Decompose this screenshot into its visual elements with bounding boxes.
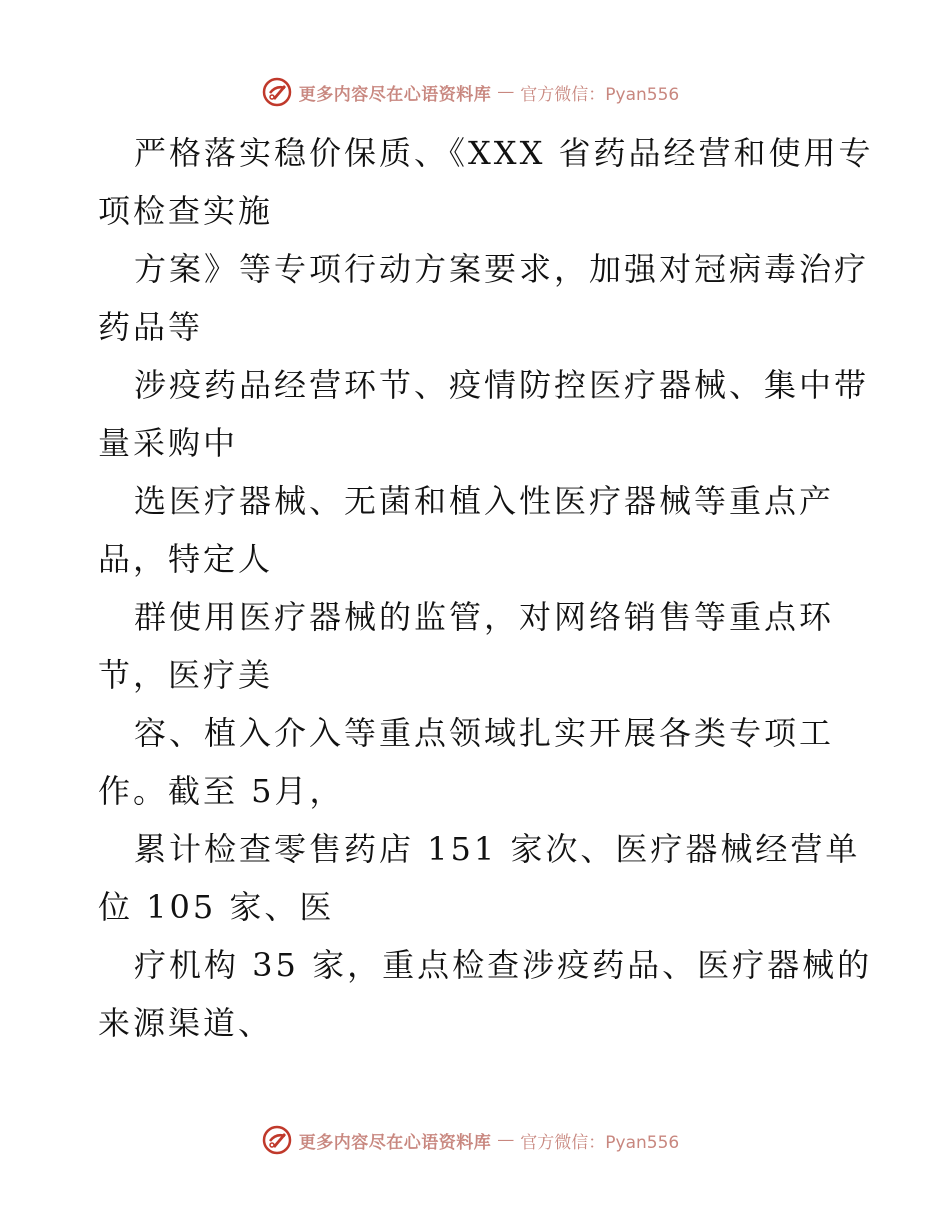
footer-banner — [0, 1120, 950, 1160]
brand-logo-icon — [261, 76, 293, 108]
body-line: 来源渠道、 — [98, 1004, 274, 1042]
footer-banner-wechat: 官方微信：Pyan556 — [520, 1132, 680, 1153]
document-body — [98, 124, 874, 1052]
header-banner-title: 更多内容尽在心语资料库 — [298, 84, 492, 105]
body-line: 容、植入介入等重点领域扎实开展各类专项工 — [134, 714, 835, 752]
body-line: 位 105 家、医 — [98, 888, 335, 926]
header-banner — [0, 72, 950, 112]
body-line: 量采购中 — [98, 424, 239, 462]
body-line: 方案》等专项行动方案要求，加强对冠病毒治疗 — [134, 250, 870, 288]
body-line: 药品等 — [98, 308, 204, 346]
body-line: 严格落实稳价保质、《XXX 省药品经营和使用专 — [134, 134, 874, 172]
footer-banner-content — [261, 1124, 679, 1156]
body-line: 累计检查零售药店 151 家次、医疗器械经营单 — [134, 830, 861, 868]
body-line: 涉疫药品经营环节、疫情防控医疗器械、集中带 — [134, 366, 870, 404]
header-banner-wechat: 官方微信：Pyan556 — [520, 84, 680, 105]
body-line: 作。截至 5月， — [98, 772, 345, 810]
body-line: 项检查实施 — [98, 192, 274, 230]
footer-banner-title: 更多内容尽在心语资料库 — [298, 1132, 492, 1153]
body-line: 节，医疗美 — [98, 656, 274, 694]
header-banner-separator: — — [497, 82, 515, 102]
header-banner-content — [261, 76, 679, 108]
body-line: 品，特定人 — [98, 540, 274, 578]
footer-banner-separator: — — [497, 1130, 515, 1150]
body-line: 疗机构 35 家，重点检查涉疫药品、医疗器械的 — [134, 946, 873, 984]
body-line: 选医疗器械、无菌和植入性医疗器械等重点产 — [134, 482, 835, 520]
body-line: 群使用医疗器械的监管，对网络销售等重点环 — [134, 598, 835, 636]
brand-logo-icon — [261, 1124, 293, 1156]
